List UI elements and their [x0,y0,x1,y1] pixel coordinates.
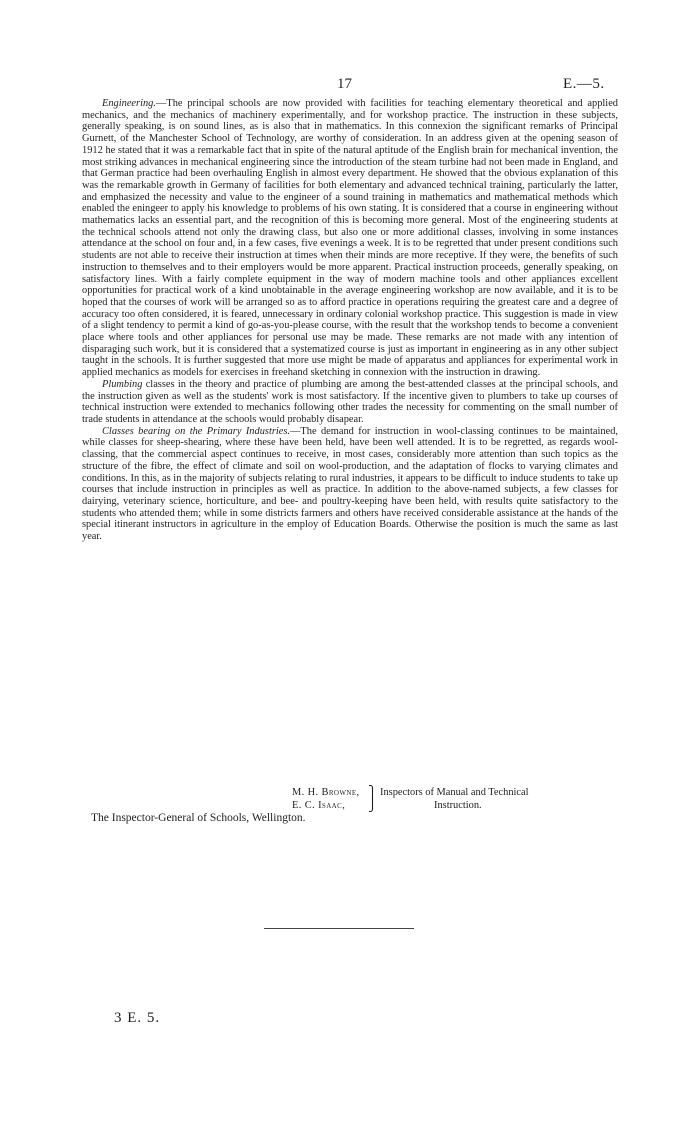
page-number: 17 [337,76,352,92]
signature-row [292,799,632,812]
brace-bottom-icon: ⎭ [368,798,377,812]
run-in-heading: Plumbing [102,378,143,390]
signatory-title: Instruction. [434,800,482,811]
paragraph-engineering [82,98,618,379]
printer-signature-mark: 3 E. 5. [114,1010,161,1026]
signature-block [292,786,632,812]
run-in-heading: Engineering. [102,98,156,109]
addressee: The Inspector-General of Schools, Wellington. [91,812,306,824]
signatory-name: M. H. Browne, [292,787,360,798]
paragraph-text: —The demand for instruction in wool-classing continues to be maintained, while classes for sheep-shearing, where these have been held, have been well attended. It is to be regretted, as regards wool-classing, that the commercial aspect continues to receive, in most cases, considerably more attention than such topics as the structure of the fibre, the effect of climate and soil on wool-production, and the adaptation of flocks to varying climates and conditions. In this, as in the majority of subjects relating to rural industries, it appears to be difficult to induce students to take up courses that include instruction in principles as well as practice. In addition to the above-named subjects, a few classes for dairying, veterinary science, horticulture, and bee- and poultry-keeping have been held, with results quite satisfactory to the students who attended them; while in some districts farmers and others have received considerable assistance at the hands of the special itinerant instructors in agriculture in the employ of Education Boards. Otherwise the position is much the same as last year. [82,425,618,543]
body-text [82,98,618,543]
series-code: E.—5. [563,76,605,92]
closing-rule [264,928,414,929]
paragraph-plumbing [82,379,618,426]
signatory-title: Inspectors of Manual and Technical [380,787,529,798]
paragraph-text: classes in the theory and practice of plumbing are among the best-attended classes at the principal schools, and the instruction given as well as the students' work is most satisfactory. If the incentive given to plumbers to take up courses of technical instruction were extended to mechanics following other trades the necessity for commenting on the small number of trade students in attendance at the schools would probably disapear. [82,378,618,425]
paragraph-text: —The principal schools are now provided with facilities for teaching elementary theoretical and applied mechanics, and the mechanics of machinery experimentally, and for workshop practice. The instruction in these subjects, generally speaking, is on sound lines, as is also that in mathematics. In this connexion the significant remarks of Principal Gurnett, of the Manchester School of Technology, are worthy of consideration. In an address given at the opening season of 1912 he stated that it was a remarkable fact that in spite of the natural aptitude of the English brain for mechanical invention, the most striking advances in mechanical engineering since the introduction of the steam turbine had not been made in England, and that German practice had been overhauling English in almost every department. He showed that the obvious explanation of this was the remarkable growth in Germany of facilities for both elementary and advanced technical training, particularly the latter, and emphasized the necessity and value to the engineer of a sound training in mathematics and mathematical methods which enabled the eningeer to apply his knowledge to problems of his own stating. It is considered that a course in engineering without mathematics lacks an essential part, and the recognition of this is becoming more general. Most of the engineering students at the technical schools attend not only the drawing class, but also one or more additional classes, involving in some instances attendance at the school on four and, in a few cases, five evenings a week. It is to be regretted that under present conditions such students are not able to receive their instruction at times when their minds are more receptive. If they were, the benefits of such instruction to themselves and to their employers would be more apparent. Practical instruction proceeds, generally speaking, on satisfactory lines. With a fairly complete equipment in the way of modern machine tools and other appliances excellent opportunities for practical work of a kind unobtainable in the average engineering workshop are now available, and it is to be hoped that the courses of work will be arranged so as to afford practice in operations requiring the greatest care and a degree of accuracy too often considered, it is feared, unnecessary in ordinary colonial workshop practice. This suggestion is made in view of a slight tendency to permit a kind of go-as-you-please course, with the result that the workshop tends to become a convenient place where tools and other appliances for personal use may be made. These remarks are not made with any intention of disparaging such work, but it is considered that a systematized course is just as important in engineering as in any other subject taught in the schools. It is further suggested that more use might be made of apparatus and appliances for experimental work in applied mechanics as models for exercises in freehand sketching in connexion with the instruction in drawing. [82,98,618,379]
signature-row [292,786,632,799]
run-in-heading: Classes bearing on the Primary Industries. [102,425,291,437]
brace-top-icon: ⎫ [368,785,377,799]
paragraph-primary-industries [82,426,618,543]
signatory-name: E. C. Isaac, [292,800,346,811]
